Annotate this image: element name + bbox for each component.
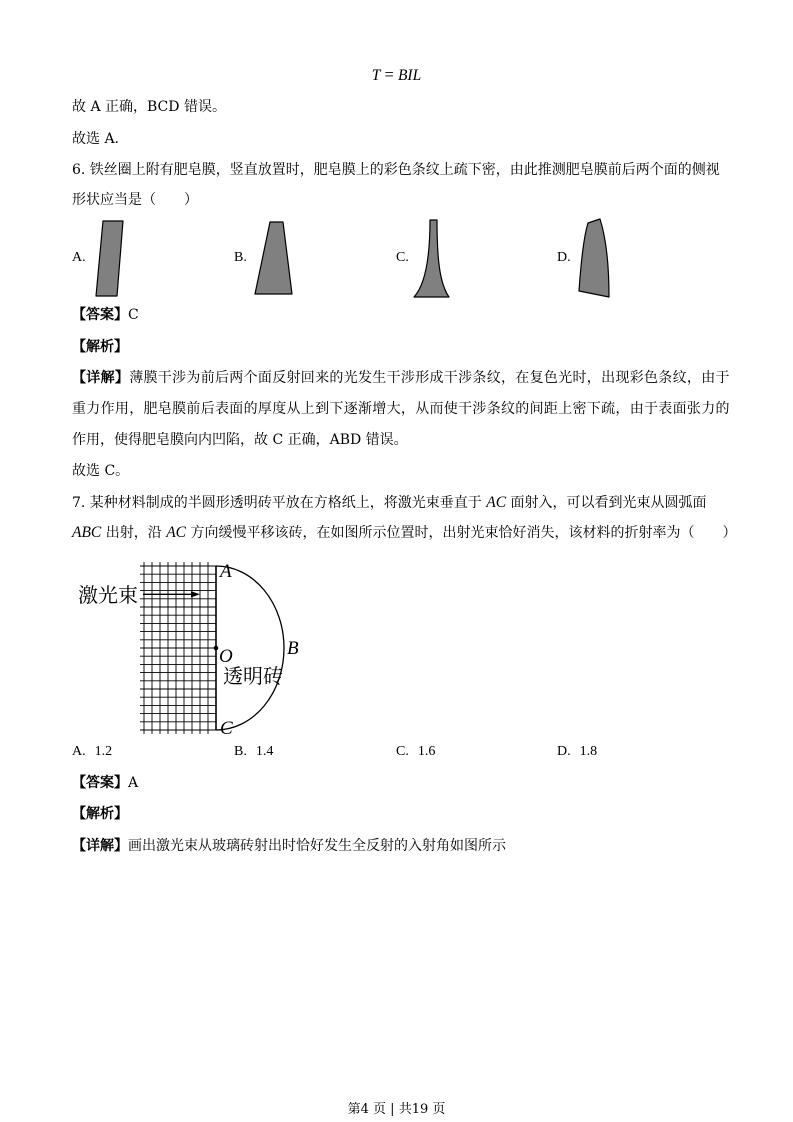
- q6-answer-line: [72, 305, 139, 325]
- formula-rhs: BIL: [397, 67, 422, 84]
- q7-option-b-value: 1.4: [255, 744, 274, 759]
- q7-stem-text: 面射入，可以看到光束从圆弧面: [506, 495, 707, 511]
- q7-detail-tag: 【详解】: [72, 838, 128, 854]
- q7-option-a-label: A.: [72, 744, 86, 759]
- q7-analysis-line: [72, 804, 128, 824]
- q6-option-d-label: D.: [557, 250, 571, 265]
- point-b-label: B: [287, 638, 299, 659]
- q7-stem-text: 方向缓慢平移该砖，在如图所示位置时，出射光束恰好消失，该材料的折射率为（ ）: [186, 525, 737, 541]
- formula: [0, 64, 793, 87]
- q6-answer: C: [128, 307, 139, 323]
- footer-page-number: 第4 页: [347, 1102, 387, 1117]
- q7-stem-line-1: [72, 493, 707, 513]
- q6-detail-line-2: 重力作用，肥皂膜前后表面的厚度从上到下逐渐增大，从而使干涉条纹的间距上密下疏，由于表面张力的: [72, 401, 730, 417]
- q7-stem-text: 出射，沿: [101, 525, 167, 541]
- q7-option-d-value: 1.8: [579, 744, 598, 759]
- q7-detail-line: [72, 836, 506, 856]
- q6-detail-tag: 【详解】: [72, 370, 130, 386]
- q7-answer-tag: 【答案】: [72, 775, 128, 791]
- q7-option-b: [234, 742, 273, 762]
- point-o-label: O: [219, 646, 233, 667]
- q6-answer-tag: 【答案】: [72, 307, 128, 323]
- center-point-o: [214, 646, 219, 651]
- q6-analysis-tag: 【解析】: [72, 339, 128, 355]
- q6-option-c-label: C.: [396, 250, 409, 265]
- q6-option-b-film-shape: [255, 222, 292, 294]
- q7-analysis-tag: 【解析】: [72, 806, 128, 822]
- page-footer: [0, 1101, 793, 1119]
- q7-option-c-label: C.: [396, 744, 409, 759]
- q7-stem-line-2: [72, 523, 736, 543]
- laser-label: 激光束: [78, 583, 138, 607]
- q6-choice: 故选 C。: [72, 463, 130, 479]
- q6-option-b-label: B.: [234, 250, 247, 265]
- q7-option-a-value: 1.2: [94, 744, 113, 759]
- q7-detail-text: 画出激光束从玻璃砖射出时恰好发生全反射的入射角如图所示: [128, 838, 506, 854]
- laser-arrow-head-icon: [191, 591, 200, 597]
- footer-total-pages: 共19 页: [398, 1102, 446, 1117]
- q7-option-a: [72, 742, 112, 762]
- q6-option-d-film-shape: [579, 219, 609, 297]
- q7-answer: A: [128, 775, 139, 791]
- q7-option-d: [557, 742, 597, 762]
- q7-stem-math-ac: AC: [486, 494, 507, 511]
- q6-option-a-film-shape: [96, 221, 123, 296]
- point-c-label: C: [220, 718, 233, 739]
- q7-option-d-label: D.: [557, 744, 571, 759]
- formula-lhs: T: [371, 67, 381, 84]
- q7-stem-math-ac: AC: [166, 524, 186, 541]
- q7-option-b-label: B.: [234, 744, 247, 759]
- q6-option-a-label: A.: [72, 250, 86, 265]
- q6-detail-line-1: [72, 368, 730, 388]
- point-a-label: A: [220, 561, 232, 582]
- q5-choice: 故选 A.: [72, 131, 120, 147]
- grid-paper: [140, 562, 216, 734]
- q7-option-c: [396, 742, 435, 762]
- q7-stem-math-abc: ABC: [72, 524, 102, 541]
- q6-detail-text-1: 薄膜干涉为前后两个面反射回来的光发生干涉形成干涉条纹，在复色光时，出现彩色条纹，由于: [129, 370, 730, 386]
- q6-stem-line-1: 6. 铁丝圈上附有肥皂膜，竖直放置时，肥皂膜上的彩色条纹上疏下密，由此推测肥皂膜前后两个面的侧视: [72, 162, 720, 178]
- brick-label: 透明砖: [223, 664, 283, 688]
- q7-stem-text: 7. 某种材料制成的半圆形透明砖平放在方格纸上，将激光束垂直于: [72, 495, 487, 511]
- q6-stem-line-2: 形状应当是（ ）: [72, 192, 198, 208]
- formula-eq: =: [384, 65, 394, 84]
- footer-separator: |: [390, 1102, 395, 1117]
- q6-detail-line-3: 作用，使得肥皂膜向内凹陷，故 C 正确，ABD 错误。: [72, 432, 408, 448]
- q6-option-c-film-shape: [414, 220, 449, 297]
- q7-option-c-value: 1.6: [417, 744, 436, 759]
- q6-analysis-line: [72, 337, 128, 357]
- q7-answer-line: [72, 773, 138, 793]
- q5-conclusion: 故 A 正确，BCD 错误。: [72, 99, 226, 115]
